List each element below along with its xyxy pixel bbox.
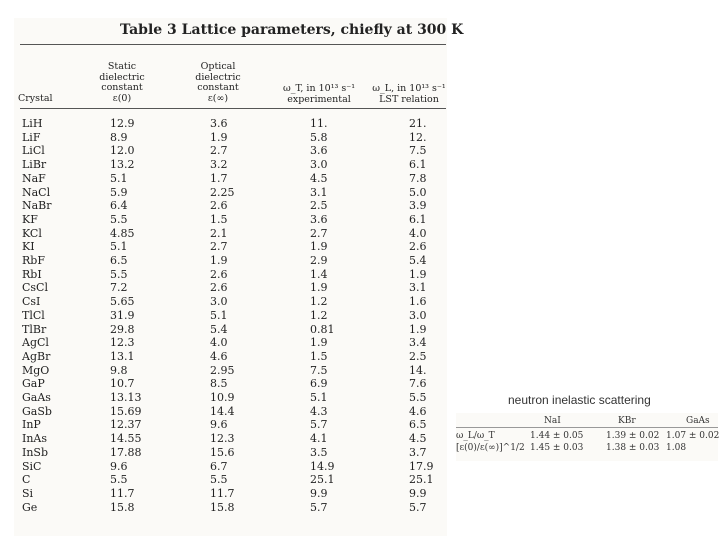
table-cell: 9.6 <box>210 418 228 432</box>
table-cell: 1.2 <box>310 308 328 322</box>
neutron-col-gaas: GaAs <box>686 416 710 426</box>
neutron-row2-nai: 1.45 ± 0.03 <box>530 443 584 453</box>
table-cell: 0.81 <box>310 322 335 336</box>
table-row <box>22 391 442 404</box>
table-row <box>22 446 442 459</box>
table-row <box>22 268 442 281</box>
table-cell: 2.7 <box>310 226 328 240</box>
table-cell: 25.1 <box>409 473 434 487</box>
table-cell: 1.9 <box>210 254 228 267</box>
table-cell: 9.8 <box>110 363 128 377</box>
table-cell: 11.7 <box>110 486 135 500</box>
table-row <box>22 240 442 253</box>
table-cell: 15.6 <box>210 445 235 459</box>
crystal-name: RbF <box>22 254 45 267</box>
neutron-row1-label: ω_L/ω_T <box>456 431 495 441</box>
table-cell: 5.4 <box>409 254 427 267</box>
table-row <box>22 158 442 171</box>
table-cell: 12.3 <box>110 336 135 350</box>
crystal-name: LiCl <box>22 144 45 158</box>
table-row <box>22 117 442 130</box>
table-cell: 5.0 <box>409 185 427 199</box>
table-cell: 1.9 <box>409 267 427 281</box>
table-row <box>22 131 442 144</box>
crystal-name: MgO <box>22 363 50 377</box>
crystal-name: LiF <box>22 130 41 144</box>
table-cell: 5.5 <box>110 212 128 226</box>
crystal-name: TlBr <box>22 322 47 336</box>
table-cell: 15.69 <box>110 404 142 418</box>
table-cell: 4.3 <box>310 404 328 418</box>
table-cell: 15.8 <box>210 500 235 514</box>
table-cell: 13.13 <box>110 391 142 404</box>
table-cell: 1.9 <box>310 281 328 295</box>
table-cell: 5.65 <box>110 295 135 309</box>
table-cell: 9.9 <box>409 486 427 500</box>
table-cell: 5.5 <box>110 473 128 487</box>
table-cell: 5.7 <box>310 418 328 432</box>
table-row <box>22 336 442 349</box>
table-cell: 17.88 <box>110 445 142 459</box>
table-cell: 4.0 <box>210 336 228 350</box>
header-omega-l: ω_L, in 10¹³ s⁻¹ LST relation <box>372 83 446 105</box>
table-cell: 1.9 <box>310 336 328 350</box>
crystal-name: RbI <box>22 267 42 281</box>
table-row <box>22 227 442 240</box>
table-cell: 12.9 <box>110 117 135 130</box>
crystal-name: GaSb <box>22 404 52 418</box>
table-cell: 2.6 <box>409 240 427 254</box>
neutron-row2-kbr: 1.38 ± 0.03 <box>606 443 660 453</box>
crystal-name: SiC <box>22 459 42 473</box>
table-row <box>22 186 442 199</box>
table-title: Table 3 Lattice parameters, chiefly at 300 K <box>120 22 464 38</box>
crystal-name: C <box>22 473 31 487</box>
table-cell: 13.2 <box>110 158 135 172</box>
table-cell: 9.9 <box>310 486 328 500</box>
crystal-name: CsI <box>22 295 41 309</box>
table-row <box>22 309 442 322</box>
table-cell: 1.7 <box>210 171 228 185</box>
neutron-row2-gaas: 1.08 <box>666 443 687 453</box>
crystal-name: KF <box>22 212 38 226</box>
table-cell: 5.4 <box>210 322 228 336</box>
table-cell: 7.5 <box>409 144 427 158</box>
header-static-dielectric: Static dielectric constant ε(0) <box>99 61 145 104</box>
table-cell: 12. <box>409 130 427 144</box>
table-row <box>22 473 442 486</box>
table-cell: 2.7 <box>210 144 228 158</box>
table-cell: 2.1 <box>210 226 228 240</box>
neutron-table <box>456 413 718 461</box>
table-cell: 8.9 <box>110 130 128 144</box>
table-cell: 4.6 <box>409 404 427 418</box>
crystal-name: TlCl <box>22 308 45 322</box>
table-cell: 7.8 <box>409 171 427 185</box>
table-cell: 3.9 <box>409 199 427 213</box>
table-cell: 12.37 <box>110 418 142 432</box>
table-cell: 3.2 <box>210 158 228 172</box>
table-cell: 6.9 <box>310 377 328 391</box>
table-cell: 5.5 <box>409 391 427 404</box>
crystal-name: KCl <box>22 226 42 240</box>
crystal-name: InSb <box>22 445 49 459</box>
table-cell: 2.5 <box>409 349 427 363</box>
table-cell: 5.8 <box>310 130 328 144</box>
table-row <box>22 487 442 500</box>
neutron-row1-kbr: 1.39 ± 0.02 <box>606 431 660 441</box>
crystal-name: AgCl <box>22 336 49 350</box>
table-cell: 2.9 <box>310 254 328 267</box>
table-cell: 3.0 <box>210 295 228 309</box>
table-cell: 15.8 <box>110 500 135 514</box>
table-cell: 4.6 <box>210 349 228 363</box>
neutron-title: neutron inelastic scattering <box>508 393 651 407</box>
table-cell: 5.1 <box>310 391 328 404</box>
table-cell: 5.7 <box>310 500 328 514</box>
table-cell: 10.7 <box>110 377 135 391</box>
table-cell: 5.1 <box>110 171 128 185</box>
table-row <box>22 460 442 473</box>
table-cell: 5.7 <box>409 500 427 514</box>
table-cell: 4.1 <box>310 432 328 446</box>
table-cell: 6.4 <box>110 199 128 213</box>
crystal-name: CsCl <box>22 281 48 295</box>
table-cell: 14.55 <box>110 432 142 446</box>
table-cell: 14.4 <box>210 404 235 418</box>
table-cell: 4.85 <box>110 226 135 240</box>
table-cell: 3.7 <box>409 445 427 459</box>
table-cell: 12.3 <box>210 432 235 446</box>
crystal-name: GaAs <box>22 391 51 404</box>
table-cell: 7.2 <box>110 281 128 295</box>
table-cell: 31.9 <box>110 308 135 322</box>
table-cell: 2.25 <box>210 185 235 199</box>
table-cell: 3.6 <box>210 117 228 130</box>
table-cell: 14. <box>409 363 427 377</box>
table-row <box>22 172 442 185</box>
crystal-name: NaF <box>22 171 46 185</box>
table-cell: 1.9 <box>210 130 228 144</box>
table-cell: 3.0 <box>409 308 427 322</box>
table-row <box>22 295 442 308</box>
table-cell: 11.7 <box>210 486 235 500</box>
table-row <box>22 144 442 157</box>
table-cell: 10.9 <box>210 391 235 404</box>
table-cell: 1.5 <box>210 212 228 226</box>
table-cell: 1.6 <box>409 295 427 309</box>
table-cell: 9.6 <box>110 459 128 473</box>
table-row <box>22 501 442 514</box>
crystal-name: GaP <box>22 377 45 391</box>
table-cell: 2.95 <box>210 363 235 377</box>
table-cell: 8.5 <box>210 377 228 391</box>
table-row <box>22 418 442 431</box>
neutron-row2-label: [ε(0)/ε(∞)]^1/2 <box>456 443 525 453</box>
header-rule <box>20 108 446 109</box>
table-row <box>22 254 442 267</box>
crystal-name: LiBr <box>22 158 47 172</box>
table-row <box>22 405 442 418</box>
table-cell: 13.1 <box>110 349 135 363</box>
table-cell: 7.5 <box>310 363 328 377</box>
neutron-col-kbr: KBr <box>618 416 636 426</box>
table-cell: 3.1 <box>310 185 328 199</box>
table-cell: 1.9 <box>310 240 328 254</box>
table-cell: 3.4 <box>409 336 427 350</box>
top-rule <box>20 44 446 45</box>
crystal-name: Si <box>22 486 34 500</box>
table-row <box>22 281 442 294</box>
neutron-col-nai: NaI <box>544 416 561 426</box>
table-cell: 3.5 <box>310 445 328 459</box>
table-cell: 6.5 <box>409 418 427 432</box>
table-cell: 2.6 <box>210 267 228 281</box>
table-cell: 6.5 <box>110 254 128 267</box>
table-row <box>22 377 442 390</box>
table-row <box>22 323 442 336</box>
table-cell: 3.0 <box>310 158 328 172</box>
neutron-rule <box>456 427 718 428</box>
neutron-row1-gaas: 1.07 ± 0.02 <box>666 431 720 441</box>
table-cell: 6.7 <box>210 459 228 473</box>
table-cell: 5.1 <box>110 240 128 254</box>
header-omega-t: ω_T, in 10¹³ s⁻¹ experimental <box>282 83 356 105</box>
crystal-name: InP <box>22 418 41 432</box>
table-cell: 3.1 <box>409 281 427 295</box>
crystal-name: KI <box>22 240 35 254</box>
table-cell: 4.5 <box>409 432 427 446</box>
crystal-name: NaBr <box>22 199 52 213</box>
neutron-row1-nai: 1.44 ± 0.05 <box>530 431 584 441</box>
crystal-name: AgBr <box>22 349 51 363</box>
table-cell: 4.5 <box>310 171 328 185</box>
table-cell: 5.1 <box>210 308 228 322</box>
table-cell: 1.9 <box>409 322 427 336</box>
table-row <box>22 199 442 212</box>
table-cell: 4.0 <box>409 226 427 240</box>
table-cell: 11. <box>310 117 328 130</box>
header-crystal: Crystal <box>18 93 53 104</box>
table-cell: 2.6 <box>210 281 228 295</box>
table-cell: 3.6 <box>310 144 328 158</box>
header-optical-dielectric: Optical dielectric constant ε(∞) <box>195 61 241 104</box>
table-cell: 1.5 <box>310 349 328 363</box>
table-cell: 6.1 <box>409 158 427 172</box>
table-row <box>22 432 442 445</box>
table-cell: 29.8 <box>110 322 135 336</box>
table-cell: 12.0 <box>110 144 135 158</box>
table-cell: 3.6 <box>310 212 328 226</box>
table-cell: 6.1 <box>409 212 427 226</box>
crystal-name: InAs <box>22 432 48 446</box>
table-cell: 25.1 <box>310 473 335 487</box>
table-cell: 1.2 <box>310 295 328 309</box>
table-cell: 7.6 <box>409 377 427 391</box>
table-row <box>22 213 442 226</box>
table-cell: 14.9 <box>310 459 335 473</box>
table-cell: 5.5 <box>110 267 128 281</box>
table-cell: 2.7 <box>210 240 228 254</box>
table-cell: 21. <box>409 117 427 130</box>
crystal-name: Ge <box>22 500 38 514</box>
table-cell: 5.5 <box>210 473 228 487</box>
crystal-name: NaCl <box>22 185 51 199</box>
table-row <box>22 350 442 363</box>
table-cell: 17.9 <box>409 459 434 473</box>
crystal-name: LiH <box>22 117 43 130</box>
table-cell: 2.5 <box>310 199 328 213</box>
table-cell: 1.4 <box>310 267 328 281</box>
table-cell: 5.9 <box>110 185 128 199</box>
table-row <box>22 364 442 377</box>
table-cell: 2.6 <box>210 199 228 213</box>
